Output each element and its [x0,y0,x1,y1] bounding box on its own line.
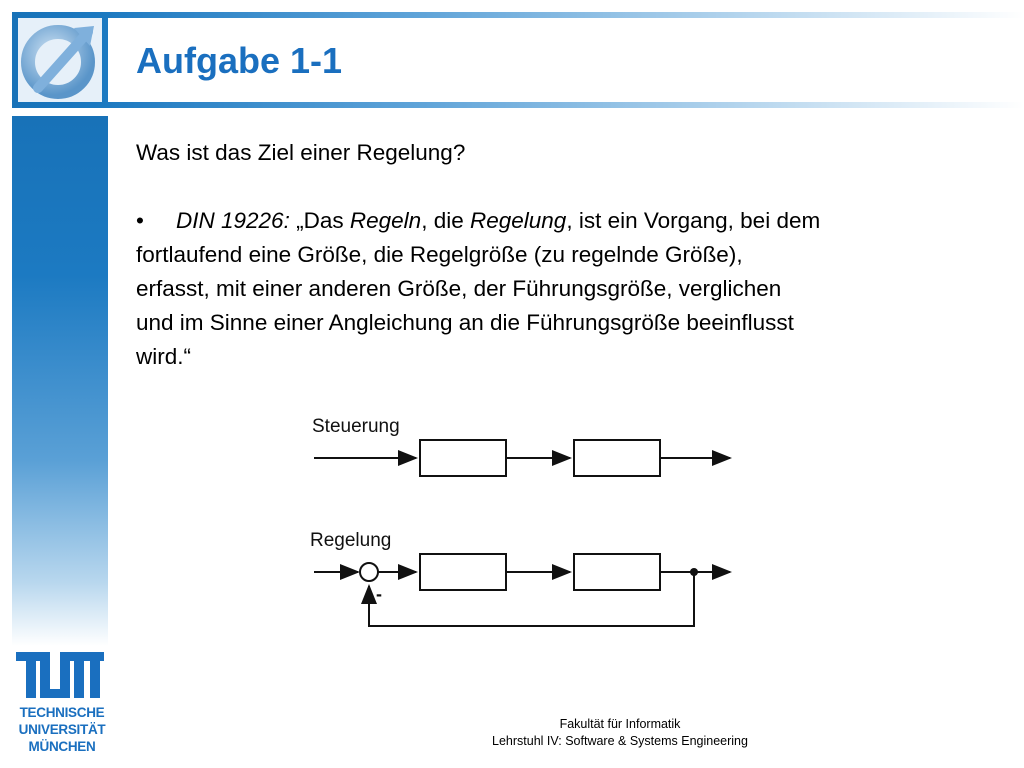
definition-line-5: wird.“ [136,344,191,369]
tum-line-3: MÜNCHEN [28,739,96,754]
steuerung-block-1 [420,440,506,476]
term-regeln: Regeln [349,208,422,233]
feedback-loop [369,572,694,626]
regelung-label: Regelung [310,530,392,551]
footer-faculty: Fakultät für Informatik [559,717,681,731]
definition-line-1-rest: , ist ein Vorgang, bei dem [566,208,821,233]
term-separator: , die [421,208,464,233]
faculty-logo [18,18,102,102]
definition-line-3: erfasst, mit einer anderen Größe, der Führungsgröße, verglichen [136,276,782,301]
footer [380,716,860,750]
footer-chair: Lehrstuhl IV: Software & Systems Engineering [492,734,748,748]
steuerung-block-2 [574,440,660,476]
fakultaet-informatik-logo-icon [18,18,102,102]
definition-line-4: und im Sinne einer Angleichung an die Führungsgröße beeinflusst [136,310,794,335]
regelung-block-2 [574,554,660,590]
control-diagram [306,400,746,640]
term-regelung: Regelung [469,208,567,233]
tum-line-1: TECHNISCHE [19,705,105,720]
branch-point [690,568,698,576]
definition-line-2: fortlaufend eine Größe, die Regelgröße (zu regelnde Größe), [136,242,743,267]
tum-wordmark [12,704,112,755]
minus-sign: - [376,584,382,604]
steuerung-label: Steuerung [312,416,400,437]
slide-content [136,136,1006,374]
open-quote: „Das [296,208,344,233]
din-source: DIN 19226: [176,208,290,233]
bullet-point: • [136,208,144,233]
regelung-block-1 [420,554,506,590]
definition-line-1 [136,204,1006,238]
tum-line-2: UNIVERSITÄT [18,722,106,737]
summing-junction [360,563,378,581]
page-title: Aufgabe 1-1 [136,40,343,81]
title-area [108,18,1024,102]
question-text: Was ist das Ziel einer Regelung? [136,140,466,165]
side-band [12,116,108,646]
